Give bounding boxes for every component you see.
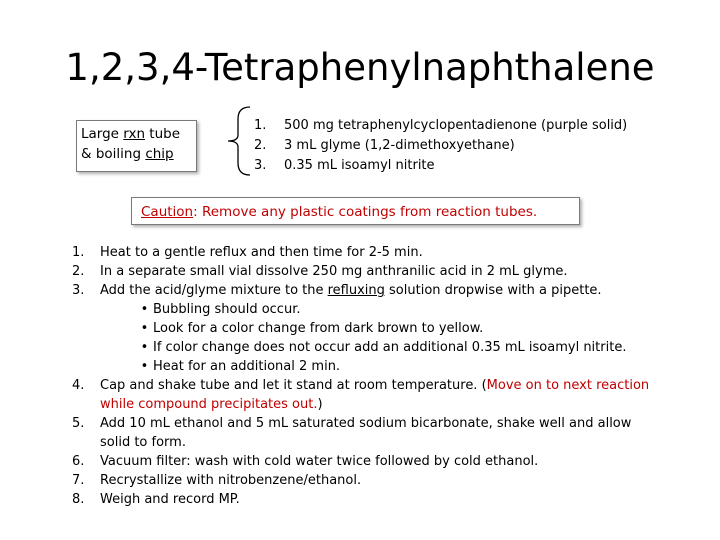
step-item (72, 452, 649, 471)
step-item (72, 471, 649, 490)
sub-bullet-item (136, 319, 649, 338)
curly-brace-icon (224, 105, 252, 177)
caution-text: : Remove any plastic coatings from reaction tubes. (193, 204, 538, 220)
list-item (254, 116, 627, 136)
procedure-steps (72, 243, 649, 509)
step-text-underlined: refluxing (327, 283, 385, 298)
equipment-text-underlined: rxn (123, 126, 146, 142)
list-text: 500 mg tetraphenylcyclopentadienone (purple solid) (284, 118, 628, 133)
list-text: 0.35 mL isoamyl nitrite (284, 158, 435, 173)
equipment-line-1 (81, 124, 196, 144)
sub-bullet-item (136, 338, 649, 357)
step-number: 5. (72, 416, 85, 431)
step-number: 2. (72, 264, 85, 279)
bullet-icon: • (140, 340, 149, 355)
step-text: Weigh and record MP. (100, 492, 240, 507)
list-item (254, 136, 627, 156)
equipment-box (76, 120, 197, 172)
step-text: Cap and shake tube and let it stand at room temperature. ( (100, 378, 487, 393)
sub-bullet-list (100, 300, 649, 376)
caution-label: Caution (141, 204, 194, 220)
step-item (72, 281, 649, 376)
list-number: 3. (254, 158, 267, 173)
step-text: In a separate small vial dissolve 250 mg anthranilic acid in 2 mL glyme. (100, 264, 568, 279)
step-continuation (100, 395, 649, 414)
step-number: 1. (72, 245, 85, 260)
step-number: 7. (72, 473, 85, 488)
step-item (72, 262, 649, 281)
step-text: Recrystallize with nitrobenzene/ethanol. (100, 473, 362, 488)
equipment-line-2 (81, 144, 196, 164)
sub-bullet-item (136, 300, 649, 319)
equipment-text-underlined: chip (145, 146, 174, 162)
page-title: 1,2,3,4-Tetraphenylnaphthalene (65, 46, 655, 89)
step-number: 3. (72, 283, 85, 298)
step-number: 8. (72, 492, 85, 507)
step-text: Vacuum filter: wash with cold water twice followed by cold ethanol. (100, 454, 539, 469)
step-number: 6. (72, 454, 85, 469)
equipment-text: tube (145, 126, 181, 142)
equipment-text: Large (81, 126, 119, 142)
list-text: 3 mL glyme (1,2-dimethoxyethane) (284, 138, 515, 153)
caution-box (131, 197, 580, 225)
step-text: ) (317, 397, 323, 412)
step-text: solution dropwise with a pipette. (384, 283, 602, 298)
bullet-icon: • (140, 321, 149, 336)
step-item (72, 376, 649, 414)
step-text-highlight: while compound precipitates out. (100, 397, 318, 412)
step-text: Heat to a gentle reflux and then time for 2-5 min. (100, 245, 423, 260)
step-text: Add 10 mL ethanol and 5 mL saturated sodium bicarbonate, shake well and allow (100, 416, 632, 431)
sub-bullet-text: If color change does not occur add an additional 0.35 mL isoamyl nitrite. (153, 340, 627, 355)
step-text-highlight: Move on to next reaction (486, 378, 650, 393)
sub-bullet-text: Heat for an additional 2 min. (153, 359, 341, 374)
step-item (72, 414, 649, 452)
step-number: 4. (72, 378, 85, 393)
bullet-icon: • (140, 359, 149, 374)
list-number: 1. (254, 118, 267, 133)
sub-bullet-item (136, 357, 649, 376)
list-number: 2. (254, 138, 267, 153)
step-item (72, 490, 649, 509)
step-item (72, 243, 649, 262)
list-item (254, 156, 627, 176)
step-text: Add the acid/glyme mixture to the (100, 283, 328, 298)
equipment-text: & boiling (81, 146, 146, 162)
sub-bullet-text: Look for a color change from dark brown to yellow. (153, 321, 484, 336)
step-continuation: solid to form. (100, 435, 186, 450)
sub-bullet-text: Bubbling should occur. (153, 302, 301, 317)
bullet-icon: • (140, 302, 149, 317)
reagent-list (254, 116, 627, 176)
